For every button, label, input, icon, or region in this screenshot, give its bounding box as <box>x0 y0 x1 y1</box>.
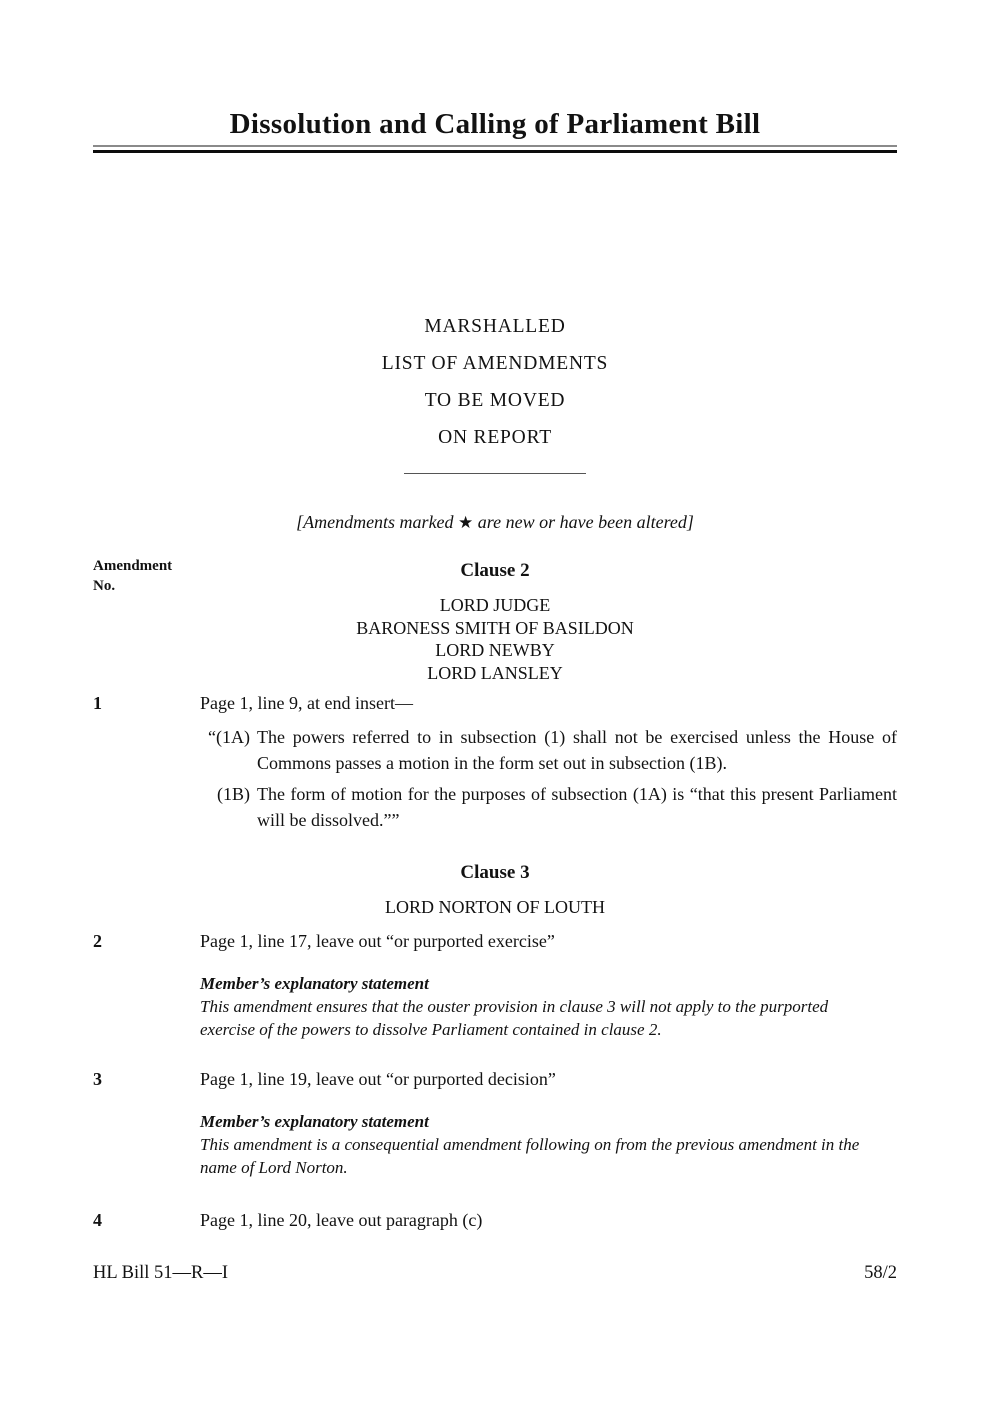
sponsor-name: LORD NEWBY <box>435 640 555 660</box>
subsection-1A <box>200 724 897 776</box>
star-note-after: are new or have been altered] <box>473 512 694 532</box>
sponsor-name: LORD LANSLEY <box>427 662 563 683</box>
explanatory-heading: Member’s explanatory statement <box>200 1111 429 1131</box>
amendment-1 <box>93 691 897 833</box>
amendment-3-instruction: Page 1, line 19, leave out “or purported decision” <box>200 1068 556 1089</box>
amendment-1-body <box>200 691 897 833</box>
amendment-4-number: 4 <box>93 1209 102 1230</box>
amendment-2-explanatory <box>200 972 885 1041</box>
section-divider-rule <box>404 473 586 474</box>
docket-headings <box>93 308 897 456</box>
sponsor-name: LORD NORTON OF LOUTH <box>384 897 606 917</box>
amendment-2-number: 2 <box>93 930 102 951</box>
sponsor-name: BARONESS SMITH OF BASILDON <box>356 617 634 638</box>
explanatory-text: This amendment ensures that the ouster provision in clause 3 will not apply to the purported exercise of the powers to dissolve Parliament contained in clause 2. <box>200 996 829 1039</box>
title-rule-thin <box>93 145 897 147</box>
star-note-before: [Amendments marked <box>296 512 459 532</box>
clause-2-heading: Clause 2 <box>460 560 530 581</box>
amendment-number-column-header <box>93 556 172 596</box>
amendment-3-body <box>200 1067 897 1179</box>
amendment-3-number: 3 <box>93 1068 102 1089</box>
sponsor-name: LORD JUDGE <box>439 595 551 615</box>
star-icon: ★ <box>458 513 474 532</box>
subsection-1B-text: The form of motion for the purposes of subsection (1A) is “that this present Parliament will be dissolved.”” <box>257 784 897 830</box>
clause-3-heading: Clause 3 <box>460 862 530 883</box>
subsection-1A-label: “(1A) <box>208 727 250 747</box>
docket-line-to-be-moved: TO BE MOVED <box>424 390 566 411</box>
title-rule-thick <box>93 150 897 153</box>
explanatory-heading: Member’s explanatory statement <box>200 973 429 993</box>
amendment-4-body <box>200 1208 897 1233</box>
column-header-line2: No. <box>93 578 116 594</box>
amendment-4 <box>93 1208 897 1233</box>
docket-line-list-of-amendments: LIST OF AMENDMENTS <box>381 353 609 374</box>
clause-2-sponsors <box>93 594 897 684</box>
star-note <box>93 510 897 535</box>
amendment-2-instruction: Page 1, line 17, leave out “or purported exercise” <box>200 930 555 951</box>
amendment-2-body <box>200 929 897 1041</box>
clause-3-section <box>93 861 897 1233</box>
explanatory-text: This amendment is a consequential amendment following on from the previous amendment in the name of Lord Norton. <box>200 1134 860 1177</box>
column-header-line1: Amendment <box>93 558 173 574</box>
amendment-4-instruction: Page 1, line 20, leave out paragraph (c) <box>200 1209 483 1230</box>
page-footer <box>93 1261 897 1285</box>
subsection-1B <box>200 781 897 833</box>
amendment-3 <box>93 1067 897 1179</box>
amendment-1-number: 1 <box>93 693 102 713</box>
clause-2-section <box>93 559 897 833</box>
amendment-2 <box>93 929 897 1041</box>
subsection-1B-label: (1B) <box>217 784 250 804</box>
amendment-3-explanatory <box>200 1110 885 1179</box>
bill-reference: HL Bill 51—R—I <box>93 1263 228 1283</box>
amendment-1-inserted-text <box>200 724 897 833</box>
subsection-1A-text: The powers referred to in subsection (1) shall not be exercised unless the House of Commons passes a motion in the form set out in subsection (1B). <box>257 727 897 773</box>
page-number: 58/2 <box>864 1263 897 1283</box>
docket-line-on-report: ON REPORT <box>438 427 552 448</box>
docket-line-marshalled: MARSHALLED <box>424 316 566 337</box>
clause-3-sponsors <box>93 896 897 919</box>
amendment-1-instruction: Page 1, line 9, at end insert— <box>200 693 413 713</box>
page-title: Dissolution and Calling of Parliament Bill <box>229 108 761 140</box>
